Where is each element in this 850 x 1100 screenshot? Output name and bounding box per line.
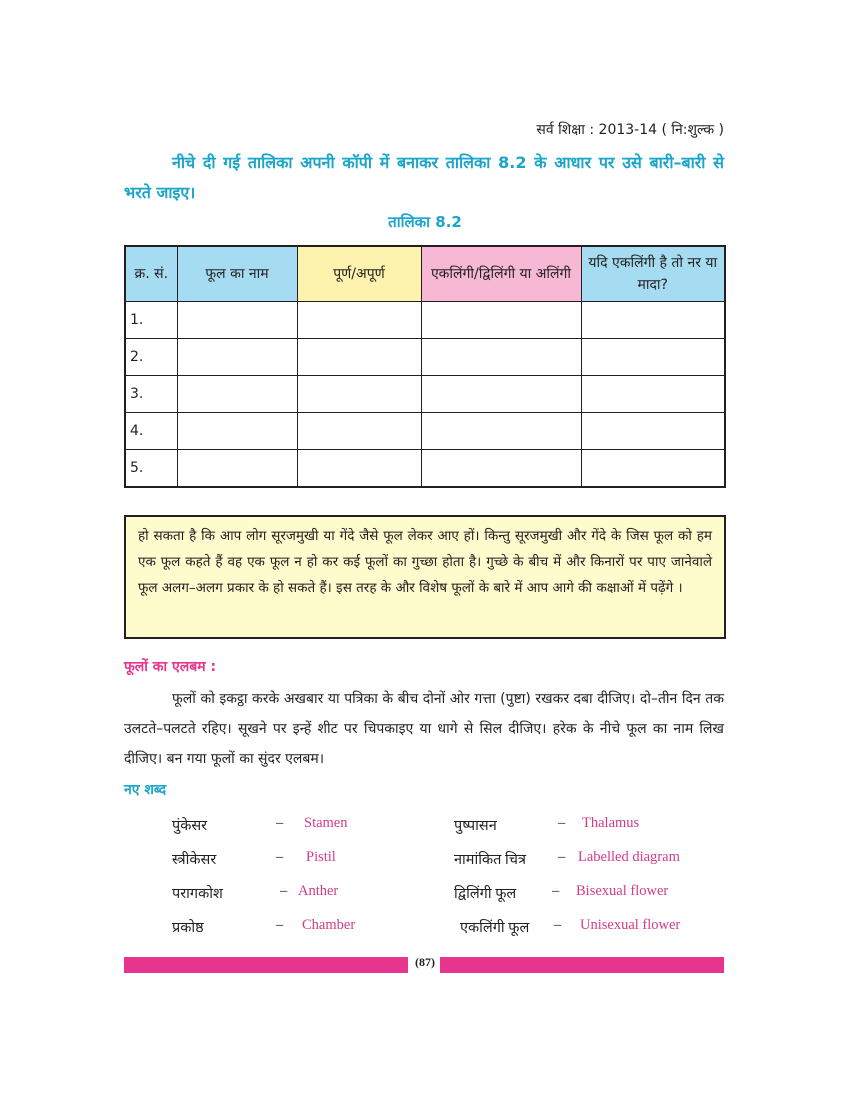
table-cell: [177, 302, 297, 339]
table-row: [125, 376, 725, 413]
table-title: तालिका 8.2: [388, 213, 462, 231]
glossary-item: [172, 883, 432, 903]
glossary-english: Anther: [298, 883, 339, 899]
glossary-dash: –: [554, 917, 562, 933]
glossary-dash: –: [276, 849, 284, 865]
table-cell: [581, 450, 725, 488]
glossary-item: [460, 917, 724, 937]
table-cell: [421, 302, 581, 339]
glossary-dash: –: [280, 883, 288, 899]
table-cell: [177, 413, 297, 450]
glossary-item: [454, 883, 724, 903]
glossary-item: [454, 815, 724, 835]
header-sexuality: एकलिंगी/द्विलिंगी या अलिंगी: [421, 246, 581, 302]
table-cell: [421, 376, 581, 413]
glossary-dash: –: [276, 815, 284, 831]
glossary-english: Thalamus: [582, 815, 640, 831]
table-cell: [581, 302, 725, 339]
table-cell: [297, 339, 421, 376]
table-cell: [581, 376, 725, 413]
row-serial: 1.: [125, 302, 177, 339]
row-serial: 4.: [125, 413, 177, 450]
table-row: [125, 413, 725, 450]
header-complete-incomplete: पूर्ण/अपूर्ण: [297, 246, 421, 302]
glossary-english: Chamber: [302, 917, 356, 933]
table-cell: [421, 339, 581, 376]
glossary-dash: –: [552, 883, 560, 899]
table-cell: [421, 413, 581, 450]
glossary-item: [172, 849, 432, 869]
glossary-dash: –: [276, 917, 284, 933]
table-cell: [177, 450, 297, 488]
album-paragraph: फूलों को इकट्ठा करके अखबार या पत्रिका के बीच दोनों ओर गत्ता (पुष्टा) रखकर दबा दीजिए। दो–तीन दिन तक उलटते–पलटते रहिए। सूखने पर इन्हें शीट पर चिपकाइए या धागे से सिल दीजिए। हरेक के नीचे फूल का नाम लिख दीजिए। बन गया फूलों का सुंदर एलबम।: [124, 691, 724, 767]
glossary-hindi: स्त्रीकेसर: [172, 852, 217, 868]
header-male-female: यदि एकलिंगी है तो नर या मादा?: [581, 246, 725, 302]
header-flower-name: फूल का नाम: [177, 246, 297, 302]
table-cell: [297, 450, 421, 488]
page-number: (87): [415, 955, 435, 969]
table-cell: [297, 302, 421, 339]
glossary-hindi: पुंकेसर: [172, 818, 208, 834]
new-words-heading: नए शब्द: [124, 782, 167, 798]
glossary-english: Stamen: [304, 815, 348, 831]
glossary-english: Pistil: [306, 849, 336, 865]
table-cell: [297, 413, 421, 450]
row-serial: 3.: [125, 376, 177, 413]
album-heading: फूलों का एलबम :: [124, 659, 217, 675]
glossary-hindi: प्रकोष्ठ: [172, 920, 204, 936]
table-8-2: [124, 245, 726, 488]
glossary-hindi: नामांकित चित्र: [454, 852, 526, 868]
table-row: [125, 450, 725, 488]
glossary-hindi: एकलिंगी फूल: [460, 920, 530, 936]
glossary-hindi: पुष्पासन: [454, 818, 497, 834]
glossary-item: [172, 815, 432, 835]
table-cell: [581, 413, 725, 450]
intro-instruction: नीचे दी गई तालिका अपनी कॉपी में बनाकर तालिका 8.2 के आधार पर उसे बारी–बारी से भरते जाइए।: [124, 153, 724, 202]
table-row: [125, 339, 725, 376]
glossary-item: [454, 849, 724, 869]
glossary-english: Bisexual flower: [576, 883, 669, 899]
table-row: [125, 302, 725, 339]
row-serial: 5.: [125, 450, 177, 488]
table-cell: [177, 339, 297, 376]
glossary-english: Unisexual flower: [580, 917, 681, 933]
glossary-dash: –: [558, 815, 566, 831]
note-box: हो सकता है कि आप लोग सूरजमुखी या गेंदे जैसे फूल लेकर आए हों। किन्तु सूरजमुखी और गेंदे के जिस फूल को हम एक फूल कहते हैं वह एक फूल न हो कर कई फूलों का गुच्छा होता है। गुच्छे के बीच में और किनारों पर पाए जानेवाले फूल अलग–अलग प्रकार के हो सकते हैं। इस तरह के और विशेष फूलों के बारे में आप आगे की कक्षाओं में पढ़ेंगे ।: [124, 515, 726, 639]
row-serial: 2.: [125, 339, 177, 376]
glossary-hindi: परागकोश: [172, 886, 223, 902]
table-cell: [581, 339, 725, 376]
glossary-item: [172, 917, 432, 937]
table-cell: [421, 450, 581, 488]
glossary-hindi: द्विलिंगी फूल: [454, 886, 517, 902]
table-cell: [297, 376, 421, 413]
glossary-dash: –: [558, 849, 566, 865]
table-header-row: [125, 246, 725, 302]
glossary-english: Labelled diagram: [578, 849, 680, 865]
header-note: सर्व शिक्षा : 2013-14 ( नि:शुल्क ): [536, 122, 724, 138]
table-cell: [177, 376, 297, 413]
header-serial: क्र. सं.: [125, 246, 177, 302]
